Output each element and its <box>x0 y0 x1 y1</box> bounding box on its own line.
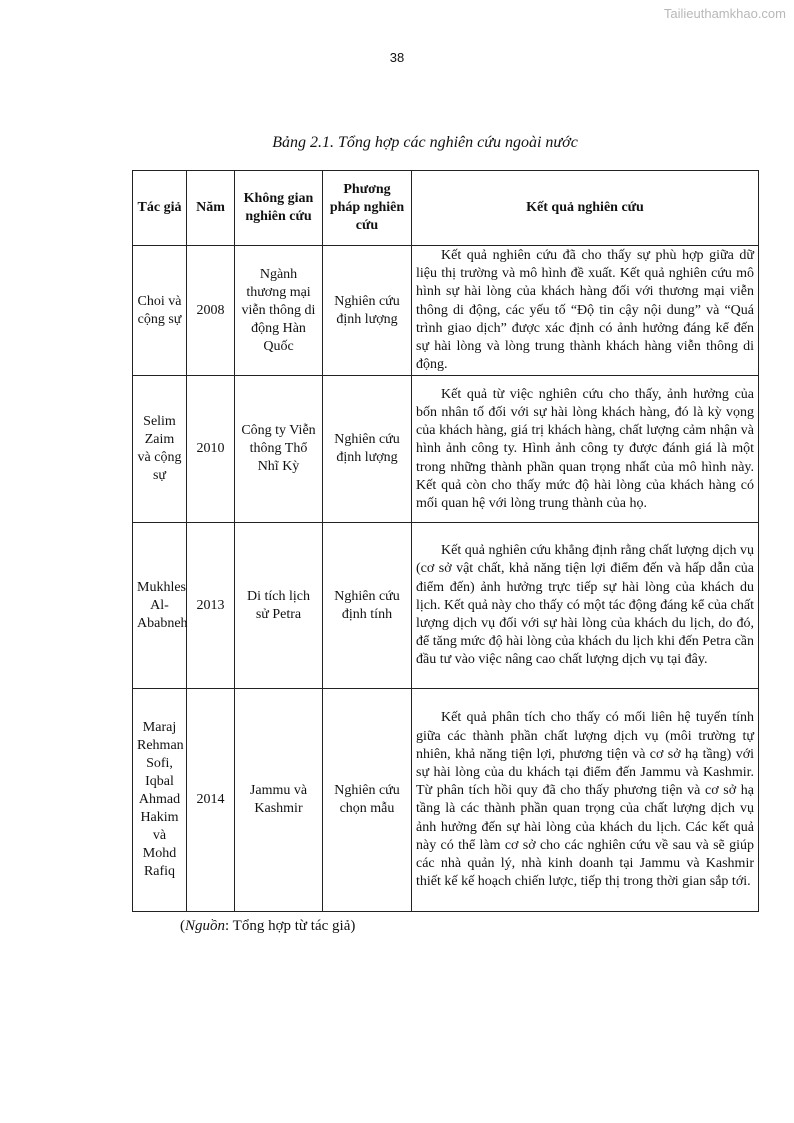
table-row <box>133 523 759 689</box>
watermark: Tailieuthamkhao.com <box>663 6 786 21</box>
cell-author: Mukhles Al-Ababneh <box>133 523 187 689</box>
source-open: ( <box>180 918 185 934</box>
table-row <box>133 246 759 376</box>
result-text: Kết quả nghiên cứu khẳng định rằng chất lượng dịch vụ (cơ sở vật chất, khả năng tiện lợi điểm đến và hấp dẫn của điểm đến) ảnh hưởng trực tiếp sự hài lòng của khách du lịch. Kết quả này cho thấy có một tác động đáng kể của chất lượng dịch vụ đối với sự hài lòng của khách du lịch, do đó, để tăng mức độ hài lòng của khách du lịch khi đến Petra cần đầu tư vào việc nâng cao chất lượng dịch vụ tại đây. <box>416 543 754 668</box>
cell-method: Nghiên cứu định lượng <box>323 376 412 523</box>
cell-year: 2014 <box>187 689 235 912</box>
cell-space: Di tích lịch sử Petra <box>235 523 323 689</box>
result-text: Kết quả nghiên cứu đã cho thấy sự phù hợp giữa dữ liệu thị trường và mô hình đề xuất. Kết quả nghiên cứu mô hình sự hài lòng của khách hàng đối với thương mại viễn thông di động, các yếu tố “Độ tin cậy nội dung” và “Quá trình giao dịch” được xác định có ảnh hưởng đáng kể đến sự hài lòng và lòng trung thành khách hàng viễn thông di động. <box>416 248 754 373</box>
cell-space: Ngành thương mại viễn thông di động Hàn Quốc <box>235 246 323 376</box>
cell-author: Maraj Rehman Sofi, Iqbal Ahmad Hakim và Mohd Rafiq <box>133 689 187 912</box>
result-text: Kết quả từ việc nghiên cứu cho thấy, ảnh hưởng của bốn nhân tố đối với sự hài lòng khách hàng, đó là kỳ vọng của khách hàng, giá trị khách hàng, chất lượng cảm nhận và hình ảnh công ty. Hình ảnh công ty được đánh giá là một trong những thành phần quan trọng nhất của mô hình này. Kết quả còn cho thấy mức độ hài lòng của khách hàng có mối quan hệ với lòng trung thành của họ. <box>416 386 754 511</box>
header-space: Không gian nghiên cứu <box>235 171 323 246</box>
cell-method: Nghiên cứu định lượng <box>323 246 412 376</box>
source-note <box>180 918 355 935</box>
cell-year: 2010 <box>187 376 235 523</box>
header-author: Tác giả <box>133 171 187 246</box>
cell-result <box>412 689 759 912</box>
cell-result <box>412 246 759 376</box>
table-header-row <box>133 171 759 246</box>
table-row <box>133 376 759 523</box>
source-text: : Tổng hợp từ tác giả) <box>225 918 356 934</box>
cell-result <box>412 376 759 523</box>
cell-method: Nghiên cứu định tính <box>323 523 412 689</box>
header-method: Phương pháp nghiên cứu <box>323 171 412 246</box>
cell-year: 2008 <box>187 246 235 376</box>
cell-result <box>412 523 759 689</box>
cell-method: Nghiên cứu chọn mẫu <box>323 689 412 912</box>
result-text: Kết quả phân tích cho thấy có mối liên hệ tuyến tính giữa các thành phần chất lượng dịch vụ (môi trường tự nhiên, khả năng tiện lợi, phương tiện và cơ sở hạ tầng) với sự hài lòng của du khách tại điểm đến Jammu và Kashmir. Từ phân tích hồi quy đã cho thấy phương tiện và cơ sở hạ tầng là các thành phần quan trọng của chất lượng dịch vụ ảnh hưởng đến sự hài lòng của khách du lịch. Các kết quả này có thể làm cơ sở cho các nghiên cứu về sau và sẽ giúp các nhà quản lý, nhà kinh doanh tại Jammu và Kashmir thiết kế kế hoạch chiến lược, tiếp thị trong thời gian sắp tới. <box>416 710 754 890</box>
research-table <box>132 170 759 912</box>
table-caption: Bảng 2.1. Tổng hợp các nghiên cứu ngoài nước <box>272 134 578 151</box>
cell-author: Choi và cộng sự <box>133 246 187 376</box>
cell-author: Selim Zaim và cộng sự <box>133 376 187 523</box>
table-row <box>133 689 759 912</box>
cell-space: Jammu và Kashmir <box>235 689 323 912</box>
page-number: 38 <box>389 50 405 65</box>
header-result: Kết quả nghiên cứu <box>412 171 759 246</box>
source-label: Nguồn <box>185 918 226 934</box>
cell-space: Công ty Viễn thông Thổ Nhĩ Kỳ <box>235 376 323 523</box>
header-year: Năm <box>187 171 235 246</box>
cell-year: 2013 <box>187 523 235 689</box>
